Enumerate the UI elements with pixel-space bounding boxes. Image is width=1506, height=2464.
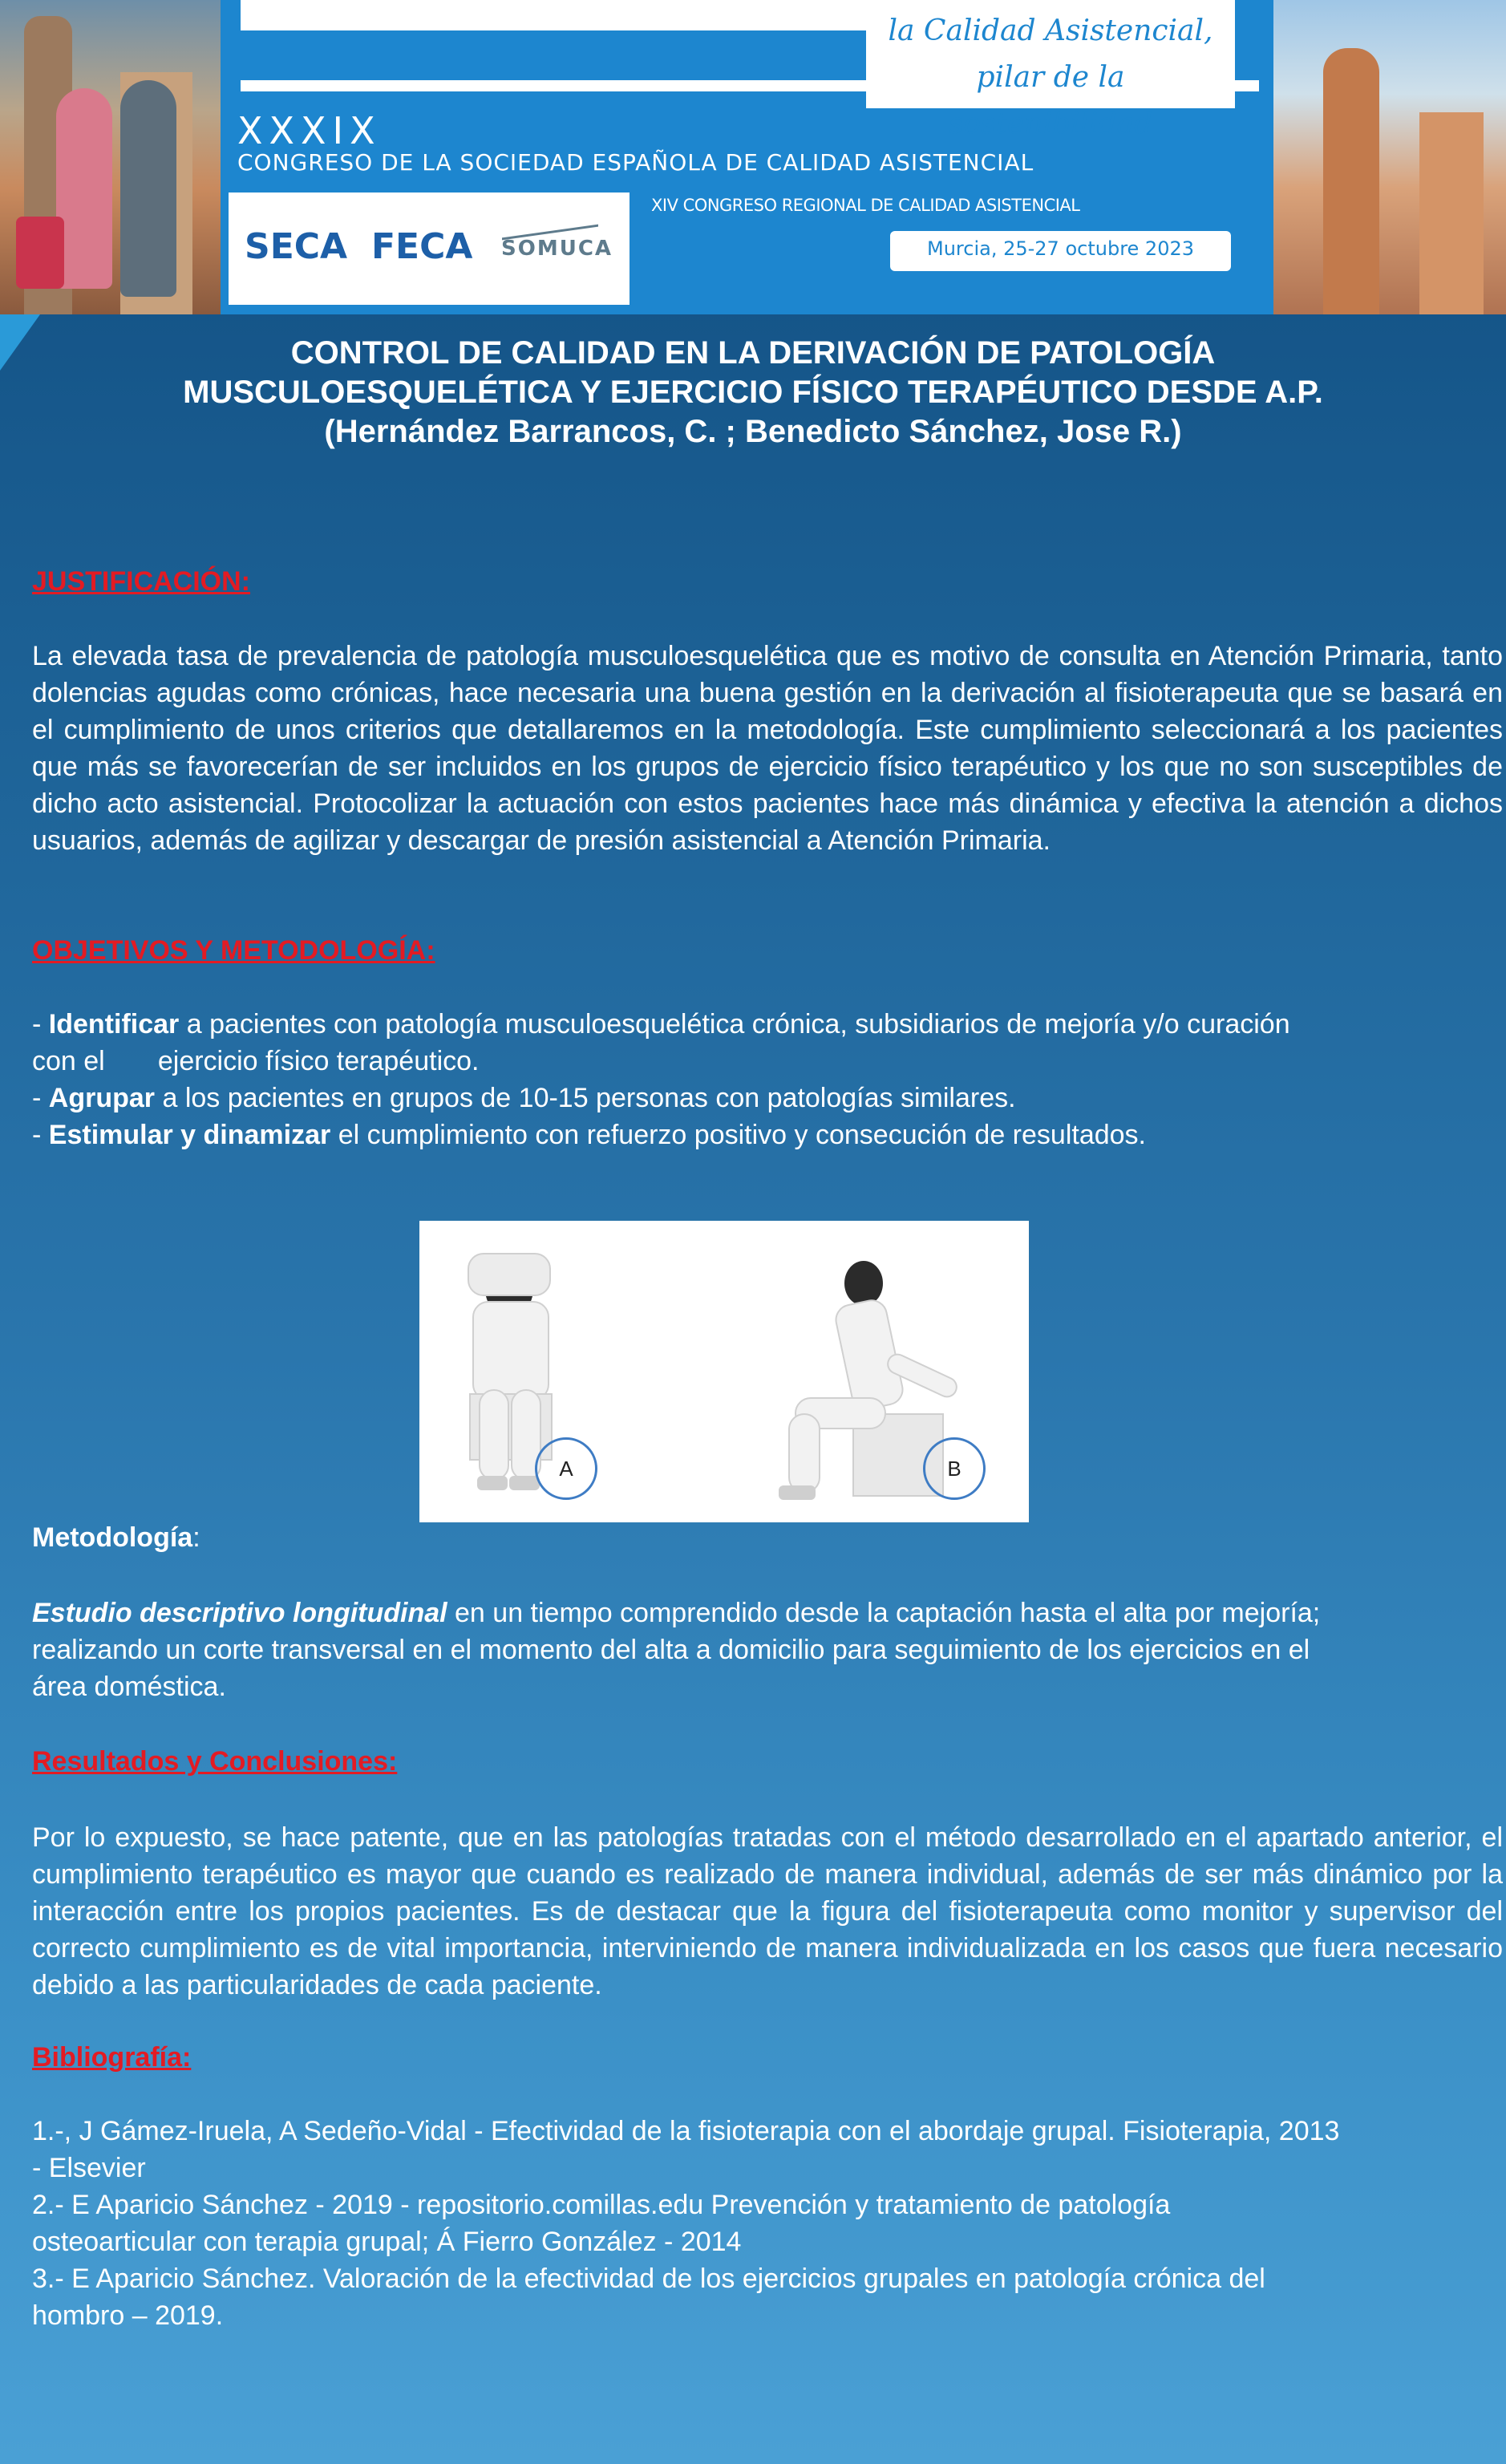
congress-tagline [882,8,1219,148]
illustration-cathedral-tower [1323,48,1379,314]
metodologia-line: realizando un corte transversal en el momento del alta a domicilio para seguimiento de los ejercicios en el [32,1635,1310,1665]
reference-line: - Elsevier [32,2153,146,2183]
person-leg [788,1413,820,1493]
objective-item [32,1120,1146,1151]
person-shoe [477,1476,508,1490]
reference-line: 3.- E Aparicio Sánchez. Valoración de la efectividad de los ejercicios grupales en patología crónica del [32,2263,1265,2294]
regional-congress: XIV CONGRESO REGIONAL DE CALIDAD ASISTENCIAL [651,196,1080,215]
metodologia-line [32,1598,1320,1629]
person-torso [472,1301,549,1400]
seca-logo: SECA [245,226,348,267]
dash: - [32,1120,49,1150]
exercise-figure [419,1221,1029,1522]
colon: : [192,1522,200,1553]
person-shoe [509,1476,540,1490]
resultados-text: Por lo expuesto, se hace patente, que en las patologías tratadas con el método desarrollado en el apartado anterior, el cumplimiento terapéutico es mayor que cuando es realizado de manera individual, además de ser más dinámico por la interacción entre los propios pacientes. Es de destacar que la figura del fisioterapeuta como monitor y supervisor del correcto cumplimiento es de vital importancia, interviniendo de manera individualizada en los casos que fuera necesario debido a las particularidades de cada paciente. [32,1822,1503,2000]
study-type: Estudio descriptivo longitudinal [32,1598,447,1628]
dash: - [32,1083,49,1113]
objective-item [32,1009,1290,1040]
banner-stripe [241,0,866,30]
objective-keyword: Estimular y dinamizar [48,1120,331,1150]
congress-date: Murcia, 25-27 octubre 2023 [927,237,1194,260]
title-line: CONTROL DE CALIDAD EN LA DERIVACIÓN DE PATOLOGÍA [290,335,1216,371]
person-head [844,1261,883,1306]
tagline-line: la Calidad Asistencial, [888,14,1213,47]
person-leg [479,1389,509,1481]
dash: - [32,1009,49,1040]
authors-line: (Hernández Barrancos, C. ; Benedicto Sánchez, Jose R.) [324,414,1182,449]
reference-line: 2.- E Aparicio Sánchez - 2019 - repositorio.comillas.edu Prevención y tratamiento de patología [32,2190,1171,2220]
reference-line: 1.-, J Gámez-Iruela, A Sedeño-Vidal - Efectividad de la fisioterapia con el abordaje grupal. Fisioterapia, 2013 [32,2116,1340,2146]
congress-banner [0,0,1506,314]
bibliografia-heading: Bibliografía: [32,2042,192,2073]
congress-number: XXXIX [237,109,382,152]
objetivos-heading: OBJETIVOS Y METODOLOGÍA: [32,935,435,966]
metodologia-heading [32,1522,200,1554]
illustration-building [1419,112,1484,314]
poster-title [0,334,1506,452]
metodologia-label: Metodología [32,1522,193,1553]
objective-item [32,1083,1016,1114]
tagline-line: pilar de la sostenibilidad [948,61,1153,140]
metodologia-line: área doméstica. [32,1672,226,1702]
illustration-traveler [120,80,176,297]
objective-text: el cumplimiento con refuerzo positivo y consecución de resultados. [330,1120,1146,1150]
label-b: B [923,1437,986,1500]
illustration-suitcase [16,217,64,289]
person-shoe [779,1485,816,1500]
title-line: MUSCULOESQUELÉTICA Y EJERCICIO FÍSICO TERAPÉUTICO DESDE A.P. [183,375,1323,410]
objective-text: a pacientes con patología musculoesquelética crónica, subsidiarios de mejoría y/o curación [179,1009,1290,1040]
objective-keyword: Identificar [48,1009,180,1040]
reference-line: hombro – 2019. [32,2300,224,2331]
objective-text: a los pacientes en grupos de 10-15 personas con patologías similares. [155,1083,1016,1113]
person-arms [468,1253,551,1296]
congress-name: CONGRESO DE LA SOCIEDAD ESPAÑOLA DE CALIDAD ASISTENCIAL [237,149,1034,176]
objective-continuation: con el ejercicio físico terapéutico. [32,1046,480,1076]
reference-line: osteoarticular con terapia grupal; Á Fierro González - 2014 [32,2227,742,2257]
justificacion-heading: JUSTIFICACIÓN: [32,566,250,597]
metodologia-text: en un tiempo comprendido desde la captación hasta el alta por mejoría; [447,1598,1321,1628]
label-a: A [535,1437,597,1500]
objective-keyword: Agrupar [48,1083,156,1113]
resultados-heading: Resultados y Conclusiones: [32,1746,398,1777]
illustration-traveler [56,88,112,289]
somuca-logo: SOMUCA [501,237,613,261]
feca-logo: FECA [371,226,473,267]
justificacion-text: La elevada tasa de prevalencia de patología musculoesquelética que es motivo de consulta en Atención Primaria, tanto dolencias agudas como crónicas, hace necesaria una buena gestión en la derivación al fisioterapeuta que se basará en el cumplimiento de unos criterios que detallaremos en la metodología. Este cumplimiento seleccionará a los pacientes que más se favorecerían de ser incluidos en los grupos de ejercicio físico terapéutico y los que no son susceptibles de dicho acto asistencial. Protocolizar la actuación con estos pacientes hace más dinámica y efectiva la atención a dichos usuarios, además de agilizar y descargar de presión asistencial a Atención Primaria. [32,641,1503,856]
